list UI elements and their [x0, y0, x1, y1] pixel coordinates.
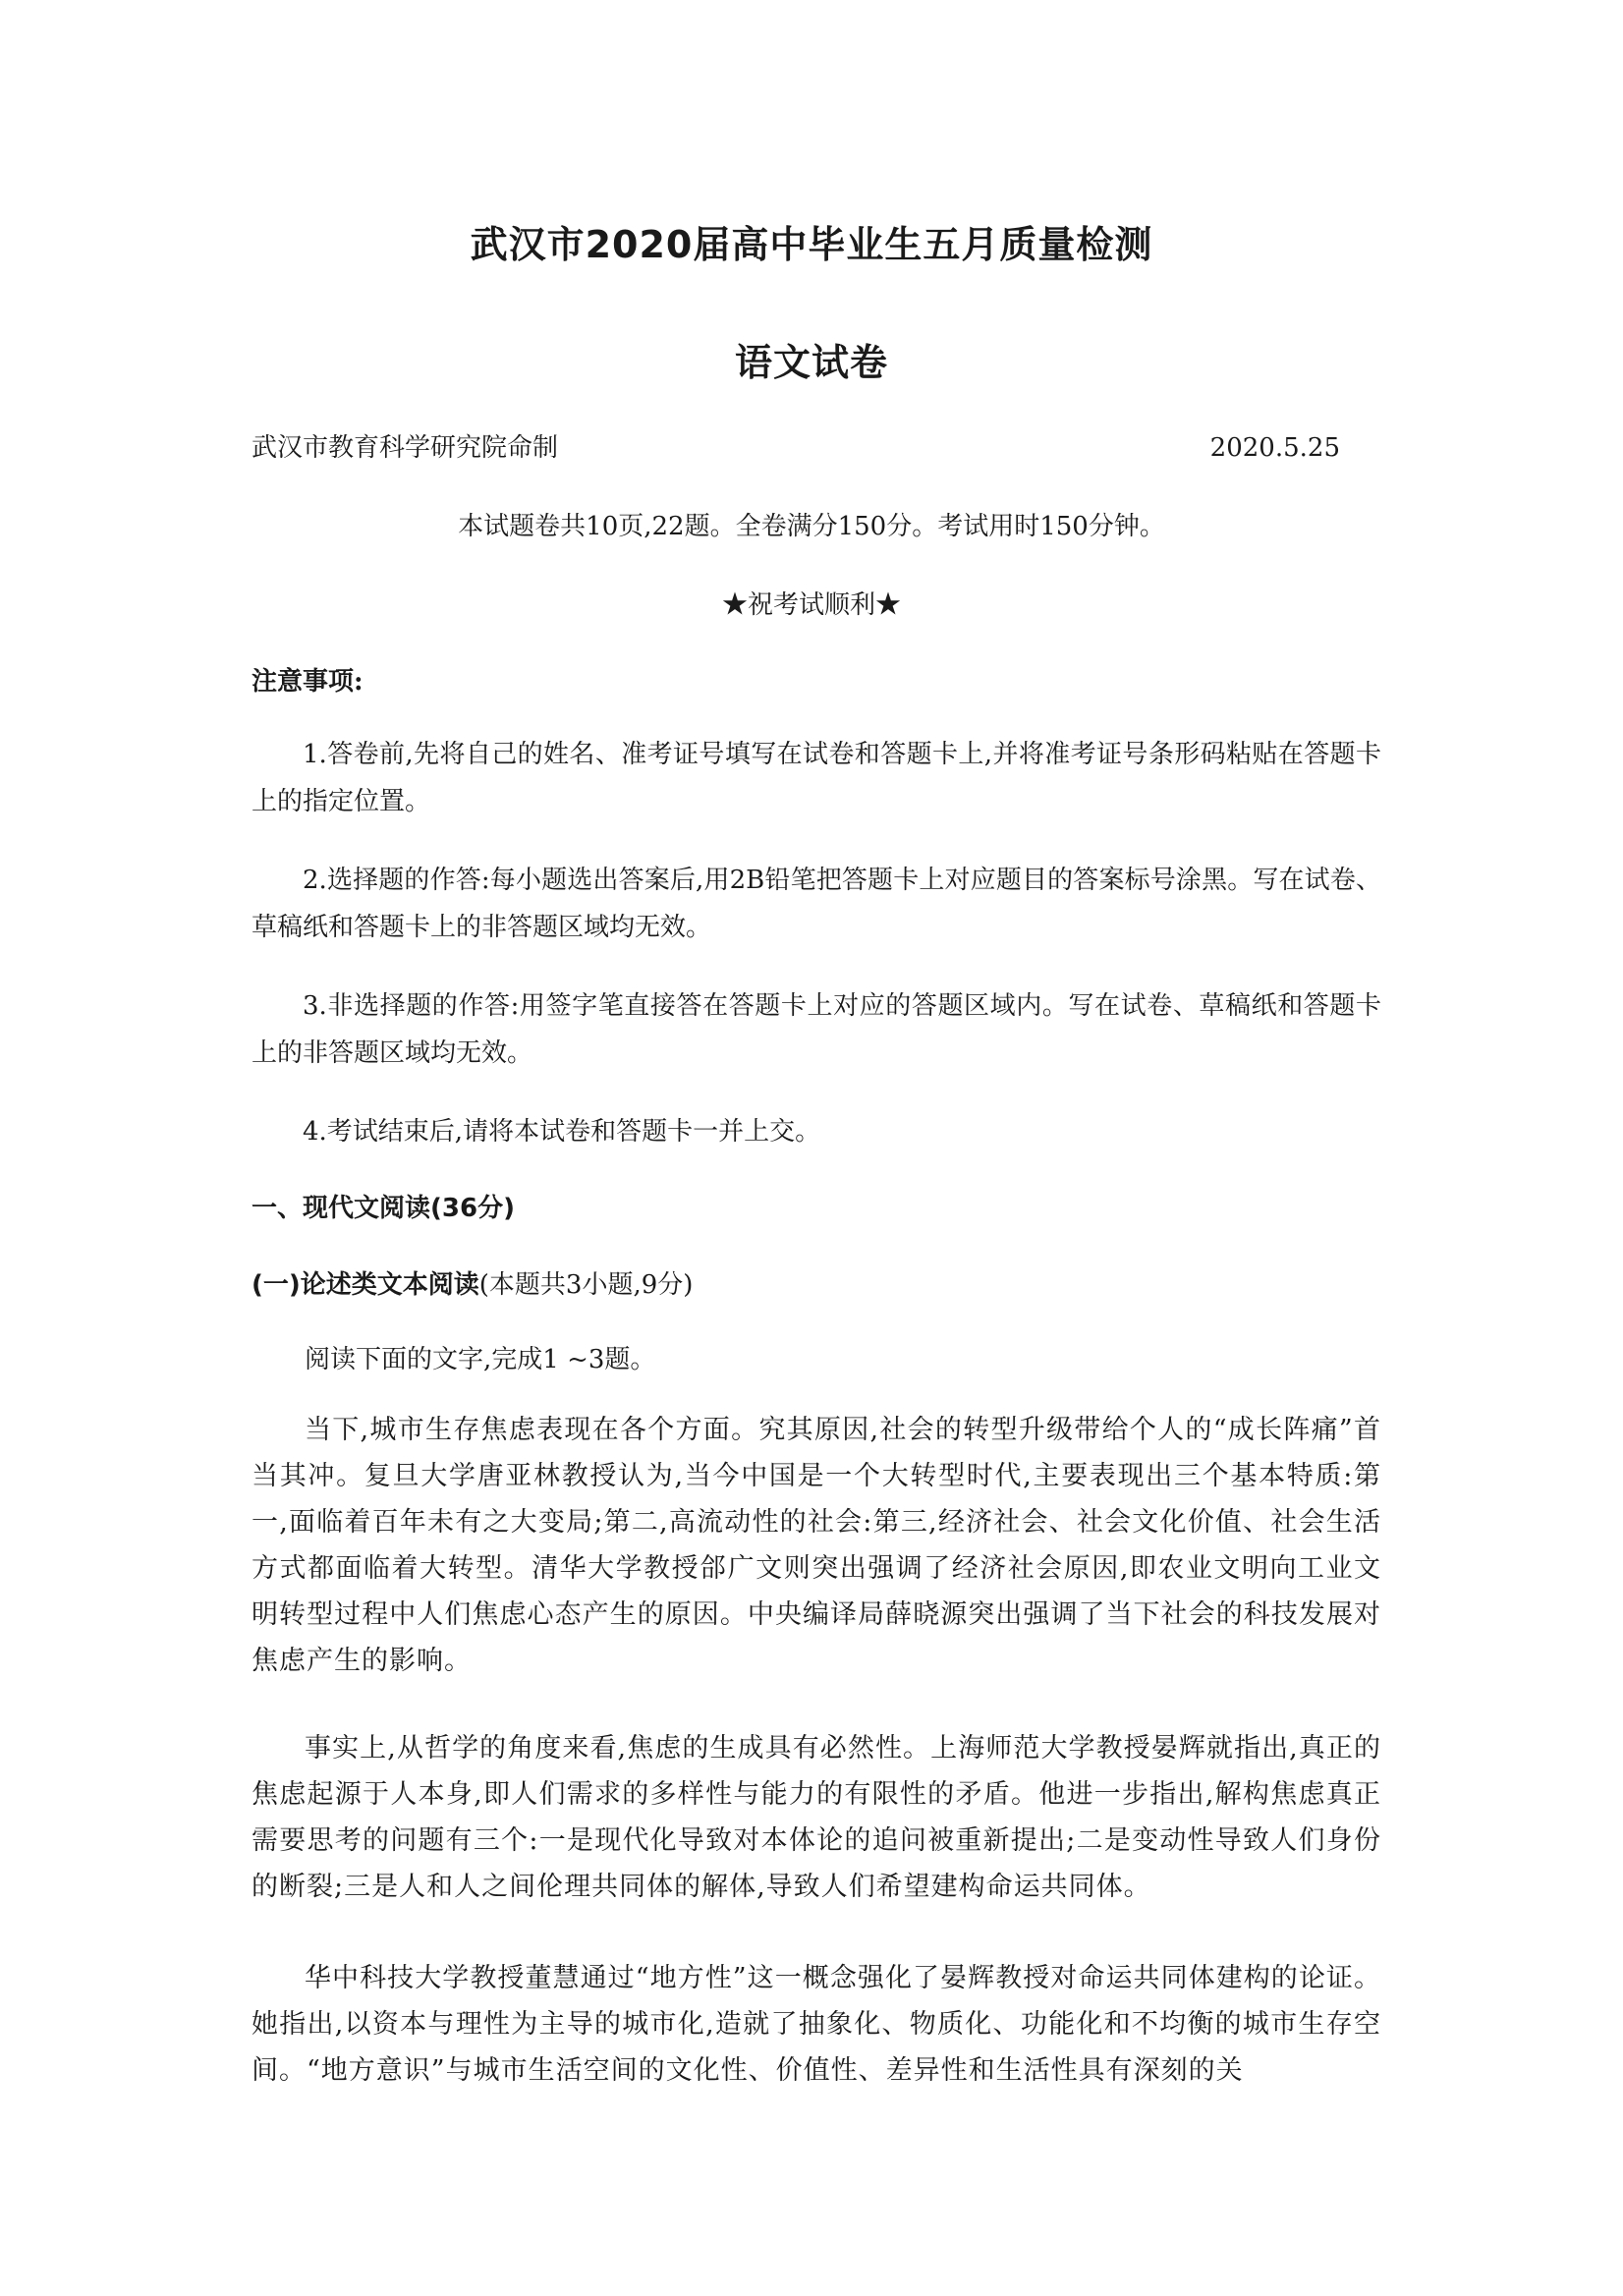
- section-heading: 一、现代文阅读(36分): [252, 1194, 515, 1223]
- note-item-1: 1.答卷前,先将自己的姓名、准考证号填写在试卷和答题卡上,并将准考证号条形码粘贴在答题卡上的指定位置。: [252, 740, 1381, 816]
- exam-title: 武汉市2020届高中毕业生五月质量检测: [470, 223, 1153, 266]
- note-item-4: 4.考试结束后,请将本试卷和答题卡一并上交。: [303, 1117, 821, 1147]
- subsection-title: (一)论述类文本阅读: [252, 1270, 479, 1300]
- issuer-text: 武汉市教育科学研究院命制: [252, 433, 559, 463]
- passage-paragraph-1: 当下,城市生存焦虑表现在各个方面。究其原因,社会的转型升级带给个人的“成长阵痛”首当其冲。复旦大学唐亚林教授认为,当今中国是一个大转型时代,主要表现出三个基本特质:第一,面临着百年未有之大变局;第二,高流动性的社会:第三,经济社会、社会文化价值、社会生活方式都面临着大转型。清华大学教授郃广文则突出强调了经济社会原因,即农业文明向工业文明转型过程中人们焦虑心态产生的原因。中央编译局薛晓源突出强调了当下社会的科技发展对焦虑产生的影响。: [252, 1415, 1381, 1676]
- exam-date: 2020.5.25: [1209, 433, 1340, 463]
- passage-paragraph-3: 华中科技大学教授董慧通过“地方性”这一概念强化了晏辉教授对命运共同体建构的论证。她指出,以资本与理性为主导的城市化,造就了抽象化、物质化、功能化和不均衡的城市生存空间。“地方意识”与城市生活空间的文化性、价值性、差异性和生活性具有深刻的关: [252, 1963, 1381, 2086]
- notes-title: 注意事项:: [252, 667, 364, 697]
- exam-subtitle: 语文试卷: [734, 341, 888, 384]
- good-luck-line: ★祝考试顺利★: [721, 590, 901, 620]
- note-item-3: 3.非选择题的作答:用签字笔直接答在答题卡上对应的答题区域内。写在试卷、草稿纸和答题卡上的非答题区域均无效。: [252, 991, 1381, 1068]
- exam-info: 本试题卷共10页,22题。全卷满分150分。考试用时150分钟。: [458, 512, 1165, 541]
- subsection-heading: [252, 1267, 693, 1303]
- subsection-scoring: (本题共3小题,9分): [478, 1270, 694, 1300]
- note-item-2: 2.选择题的作答:每小题选出答案后,用2B铅笔把答题卡上对应题目的答案标号涂黑。写在试卷、草稿纸和答题卡上的非答题区域均无效。: [252, 866, 1381, 942]
- reading-instruction: 阅读下面的文字,完成1 ~3题。: [305, 1345, 656, 1374]
- passage-paragraph-2: 事实上,从哲学的角度来看,焦虑的生成具有必然性。上海师范大学教授晏辉就指出,真正的焦虑起源于人本身,即人们需求的多样性与能力的有限性的矛盾。他进一步指出,解构焦虑真正需要思考的问题有三个:一是现代化导致对本体论的追问被重新提出;二是变动性导致人们身份的断裂;三是人和人之间伦理共同体的解体,导致人们希望建构命运共同体。: [252, 1733, 1381, 1902]
